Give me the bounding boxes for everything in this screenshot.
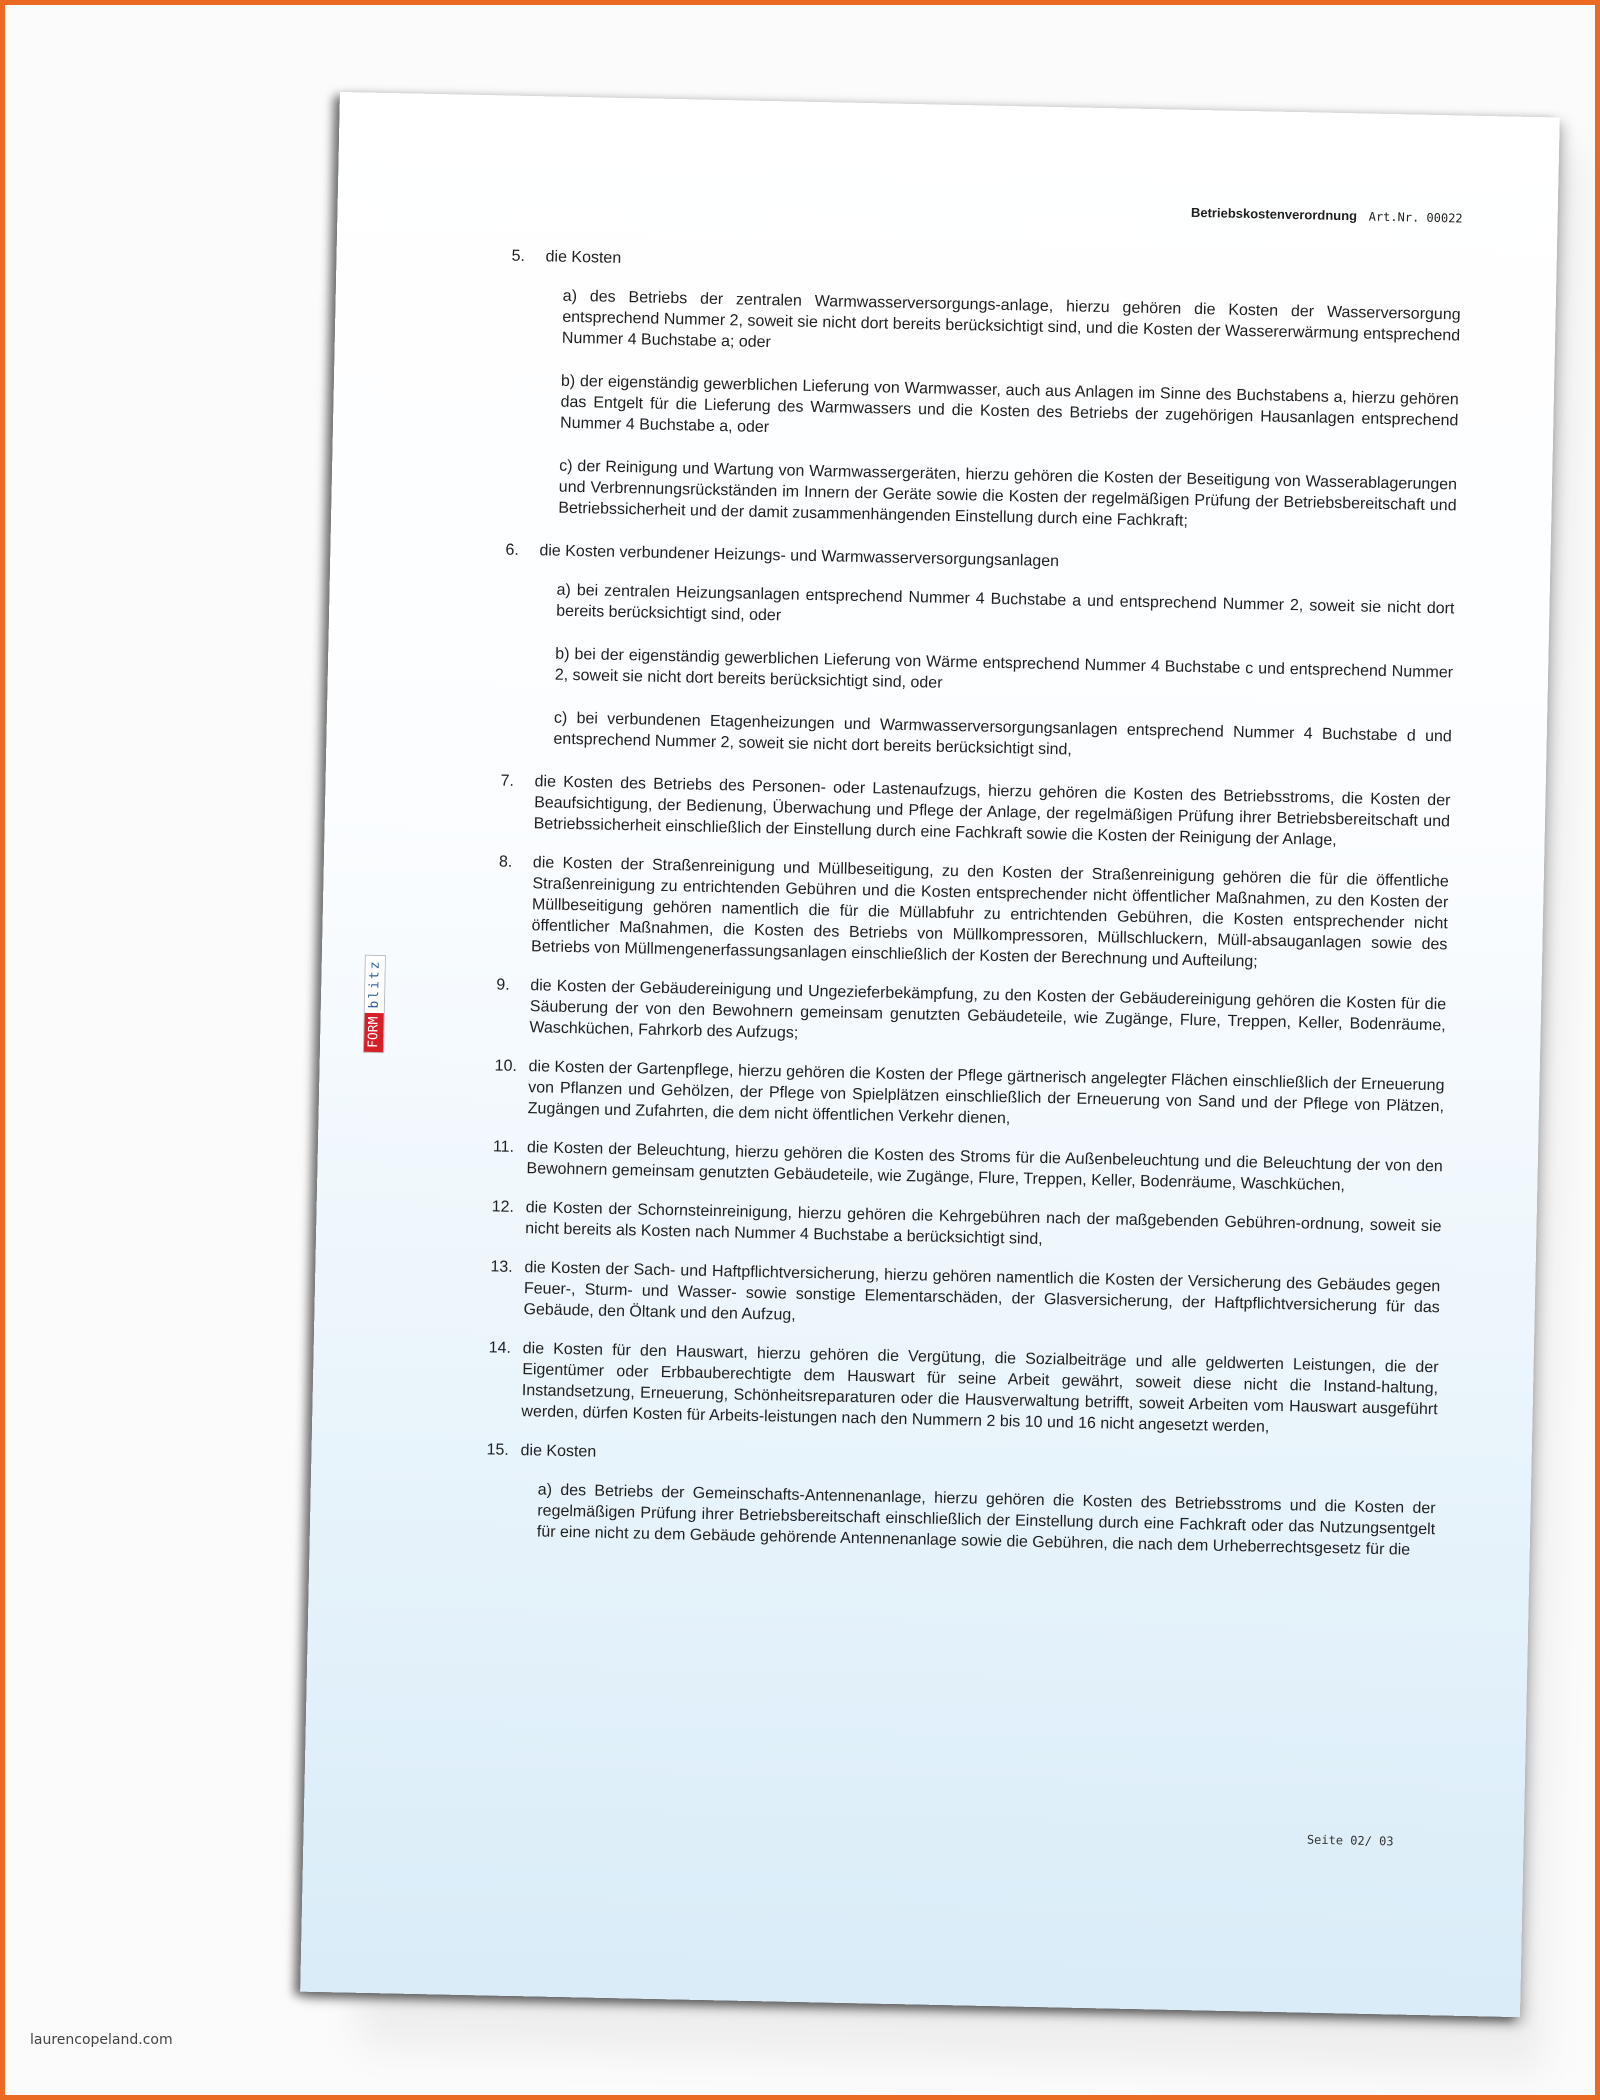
item-number: 13.	[490, 1258, 513, 1276]
item-number: 8.	[498, 853, 513, 871]
sub-item: c) bei verbundenen Etagenheizungen und Warmwasserversorgungsanlagen entsprechend Nummer 4 Buchstabe d und entsprechend Nummer 2, soweit sie nicht dort bereits berücksichtigt sind,	[553, 709, 1452, 759]
item-number: 11.	[492, 1138, 515, 1156]
logo-blitz: blitz	[365, 955, 385, 1013]
formblitz-logo	[363, 954, 386, 1053]
logo-form: FORM	[364, 1012, 384, 1052]
item-number: 15.	[486, 1441, 510, 1459]
list-item	[489, 1256, 1440, 1339]
item-text: die Kosten der Gartenpflege, hierzu gehören die Kosten der Pflege gärtnerisch angelegter Flächen einschließlich der Erneuerung von Pflanzen und Gehölzen, der Pflege von Spielplätzen einschließlich der Erneuerung von Sand und der Pflege von Plätzen, Zugängen und Zufahrten, die dem nicht öffentlichen Verkehr dienen,	[527, 1058, 1445, 1128]
sub-item: c) der Reinigung und Wartung von Warmwassergeräten, hierzu gehören die Kosten der Beseitigung von Wasserablagerungen und Verbrennungsrückständen im Innern der Geräte sowie die Kosten der regelmäßigen Prüfung der Betriebsbereitschaft und Betriebssicherheit und der damit zusammenhängenden Einstellung durch eine Fachkraft;	[558, 457, 1458, 530]
item-text: die Kosten für den Hauswart, hierzu gehören die Vergütung, die Sozialbeiträge und alle geldwerten Leistungen, die der Eigentümer oder Erbbauberechtigte dem Hauswart für seine Arbeit gewährt, soweit diese nicht die Instand-haltung, Instandsetzung, Erneuerung, Schönheitsreparaturen oder die Hausverwaltung betrifft, soweit Arbeiten vom Hauswart ausgeführt werden, dürfen Kosten für Arbeits-leistungen nach den Nummern 2 bis 10 und 16 nicht angesetzt werden,	[521, 1340, 1439, 1436]
list-item	[492, 1136, 1443, 1198]
list-item	[506, 246, 1461, 538]
item-text: die Kosten der Schornsteinreinigung, hierzu gehören die Kehrgebühren nach der maßgebenden Gebühren-ordnung, soweit sie nicht bereits als Kosten nach Nummer 4 Buchstabe a berücksichtigt sind,	[525, 1199, 1442, 1248]
list-item	[491, 1196, 1442, 1258]
item-text: die Kosten der Beleuchtung, hierzu gehören die Kosten des Stroms für die Außenbeleuchtung und die Beleuchtung der von den Bewohnern gemeinsam genutzten Gebäudeteile, wie Zugänge, Flure, Treppen, Keller, Bodenräume, Waschküchen,	[526, 1139, 1443, 1195]
list-item	[501, 540, 1455, 769]
sub-item: b) bei der eigenständig gewerblichen Lieferung von Wärme entsprechend Nummer 4 Buchstabe c und entsprechend Nummer 2, soweit sie nicht dort bereits berücksichtigt sind, oder	[554, 645, 1454, 692]
item-text: die Kosten der Gebäudereinigung und Ungezieferbekämpfung, zu den Kosten der Gebäudereinigung gehören die Kosten für die Säuberung der von den Bewohnern gemeinsam genutzten Gebäudeteile, wie Zugänge, Flure, Treppen, Keller, Bodenräume, Waschküchen, Fahrkorb des Aufzugs;	[529, 977, 1447, 1042]
page-number: Seite 02/ 03	[1306, 1832, 1394, 1849]
document-body	[484, 246, 1461, 1584]
item-number: 7.	[500, 772, 515, 790]
item-number: 14.	[488, 1339, 512, 1357]
item-number: 10.	[494, 1057, 518, 1075]
list-item	[495, 974, 1446, 1057]
item-heading: die Kosten	[520, 1442, 597, 1461]
document-title: Betriebskostenverordnung	[1190, 204, 1358, 224]
document-page	[300, 92, 1560, 2017]
item-text: die Kosten der Straßenreinigung und Müllbeseitigung, zu den Kosten der Straßenreinigung gehören die für die öffentliche Straßenreinigung zu entrichtenden Gebühren und die Kosten entsprechender nicht öffentlicher Maßnahmen, zu den Kosten der Müllbeseitigung gehören namentlich die für die Müllabfuhr zu entrichtenden Gebühren, die Kosten entsprechender nicht öffentlicher Maßnahmen, die Kosten des Betriebs von Müllkompressoren, Müllschluckern, Müll-absauganlagen sowie des Betriebs von Müllmengenerfassungsanlagen einschließlich der Kosten der Berechnung und Aufteilung;	[530, 854, 1449, 971]
item-heading: die Kosten verbundener Heizungs- und Warmwasserversorgungsanlagen	[539, 542, 1060, 571]
list-item	[500, 771, 1451, 854]
document-header	[1191, 205, 1463, 226]
item-number: 5.	[511, 247, 526, 265]
item-number: 12.	[491, 1198, 515, 1216]
list-item	[497, 851, 1449, 976]
item-number: 6.	[505, 541, 519, 559]
item-text: die Kosten der Sach- und Haftpflichtversicherung, hierzu gehören namentlich die Kosten der Versicherung des Gebäudes gegen Feuer-, Sturm- und Wasser- sowie sonstige Elementarschäden, der Glasversicherung, der Haftpflichtversicherung für das Gebäude, den Öltank und den Aufzug,	[523, 1259, 1441, 1324]
list-item	[485, 1439, 1437, 1561]
item-heading: die Kosten	[545, 248, 622, 267]
item-text: die Kosten des Betriebs des Personen- oder Lastenaufzugs, hierzu gehören die Kosten des Betriebsstroms, die Kosten der Beaufsichtigung, der Bedienung, Überwachung und Pflege der Anlage, der regelmäßigen Prüfung ihrer Betriebsbereitschaft und Betriebssicherheit einschließlich der Einstellung durch eine Fachkraft sowie die Kosten der Reinigung der Anlage,	[533, 773, 1451, 850]
sub-item: a) des Betriebs der zentralen Warmwasserversorgungs-anlage, hierzu gehören die Kosten der Wasserversorgung entsprechend Nummer 2, soweit sie nicht dort bereits berücksichtigt sind, und die Kosten der Wassererwärmung entsprechend Nummer 4 Buchstabe a; oder	[561, 287, 1461, 352]
sub-item: b) der eigenständig gewerblichen Lieferung von Warmwasser, auch aus Anlagen im Sinne des Buchstabens a, hierzu gehören das Entgelt für die Lieferung des Warmwassers und die Kosten des Betriebs der zugehörigen Hausanlagen entsprechend Nummer 4 Buchstabe a, oder	[559, 372, 1459, 437]
list-item	[494, 1055, 1445, 1138]
sub-item: a) bei zentralen Heizungsanlagen entsprechend Nummer 4 Buchstabe a und entsprechend Nummer 2, soweit sie nicht dort bereits berücksichtigt sind, oder	[555, 581, 1455, 625]
list-item	[487, 1337, 1439, 1441]
sub-item: a) des Betriebs der Gemeinschafts-Antennenanlage, hierzu gehören die Kosten des Betriebsstroms und die Kosten der regelmäßigen Prüfung ihrer Betriebsbereitschaft einschließlich der Einstellung durch eine Fachkraft oder das Nutzungsentgelt für eine nicht zu dem Gebäude gehörende Antennenanlage sowie die Gebühren, die nach dem Urheberrechtsgesetz für die	[536, 1481, 1436, 1559]
source-watermark: laurencopeland.com	[30, 2032, 173, 2048]
article-number: Art.Nr. 00022	[1368, 209, 1463, 226]
item-number: 9.	[496, 976, 510, 994]
